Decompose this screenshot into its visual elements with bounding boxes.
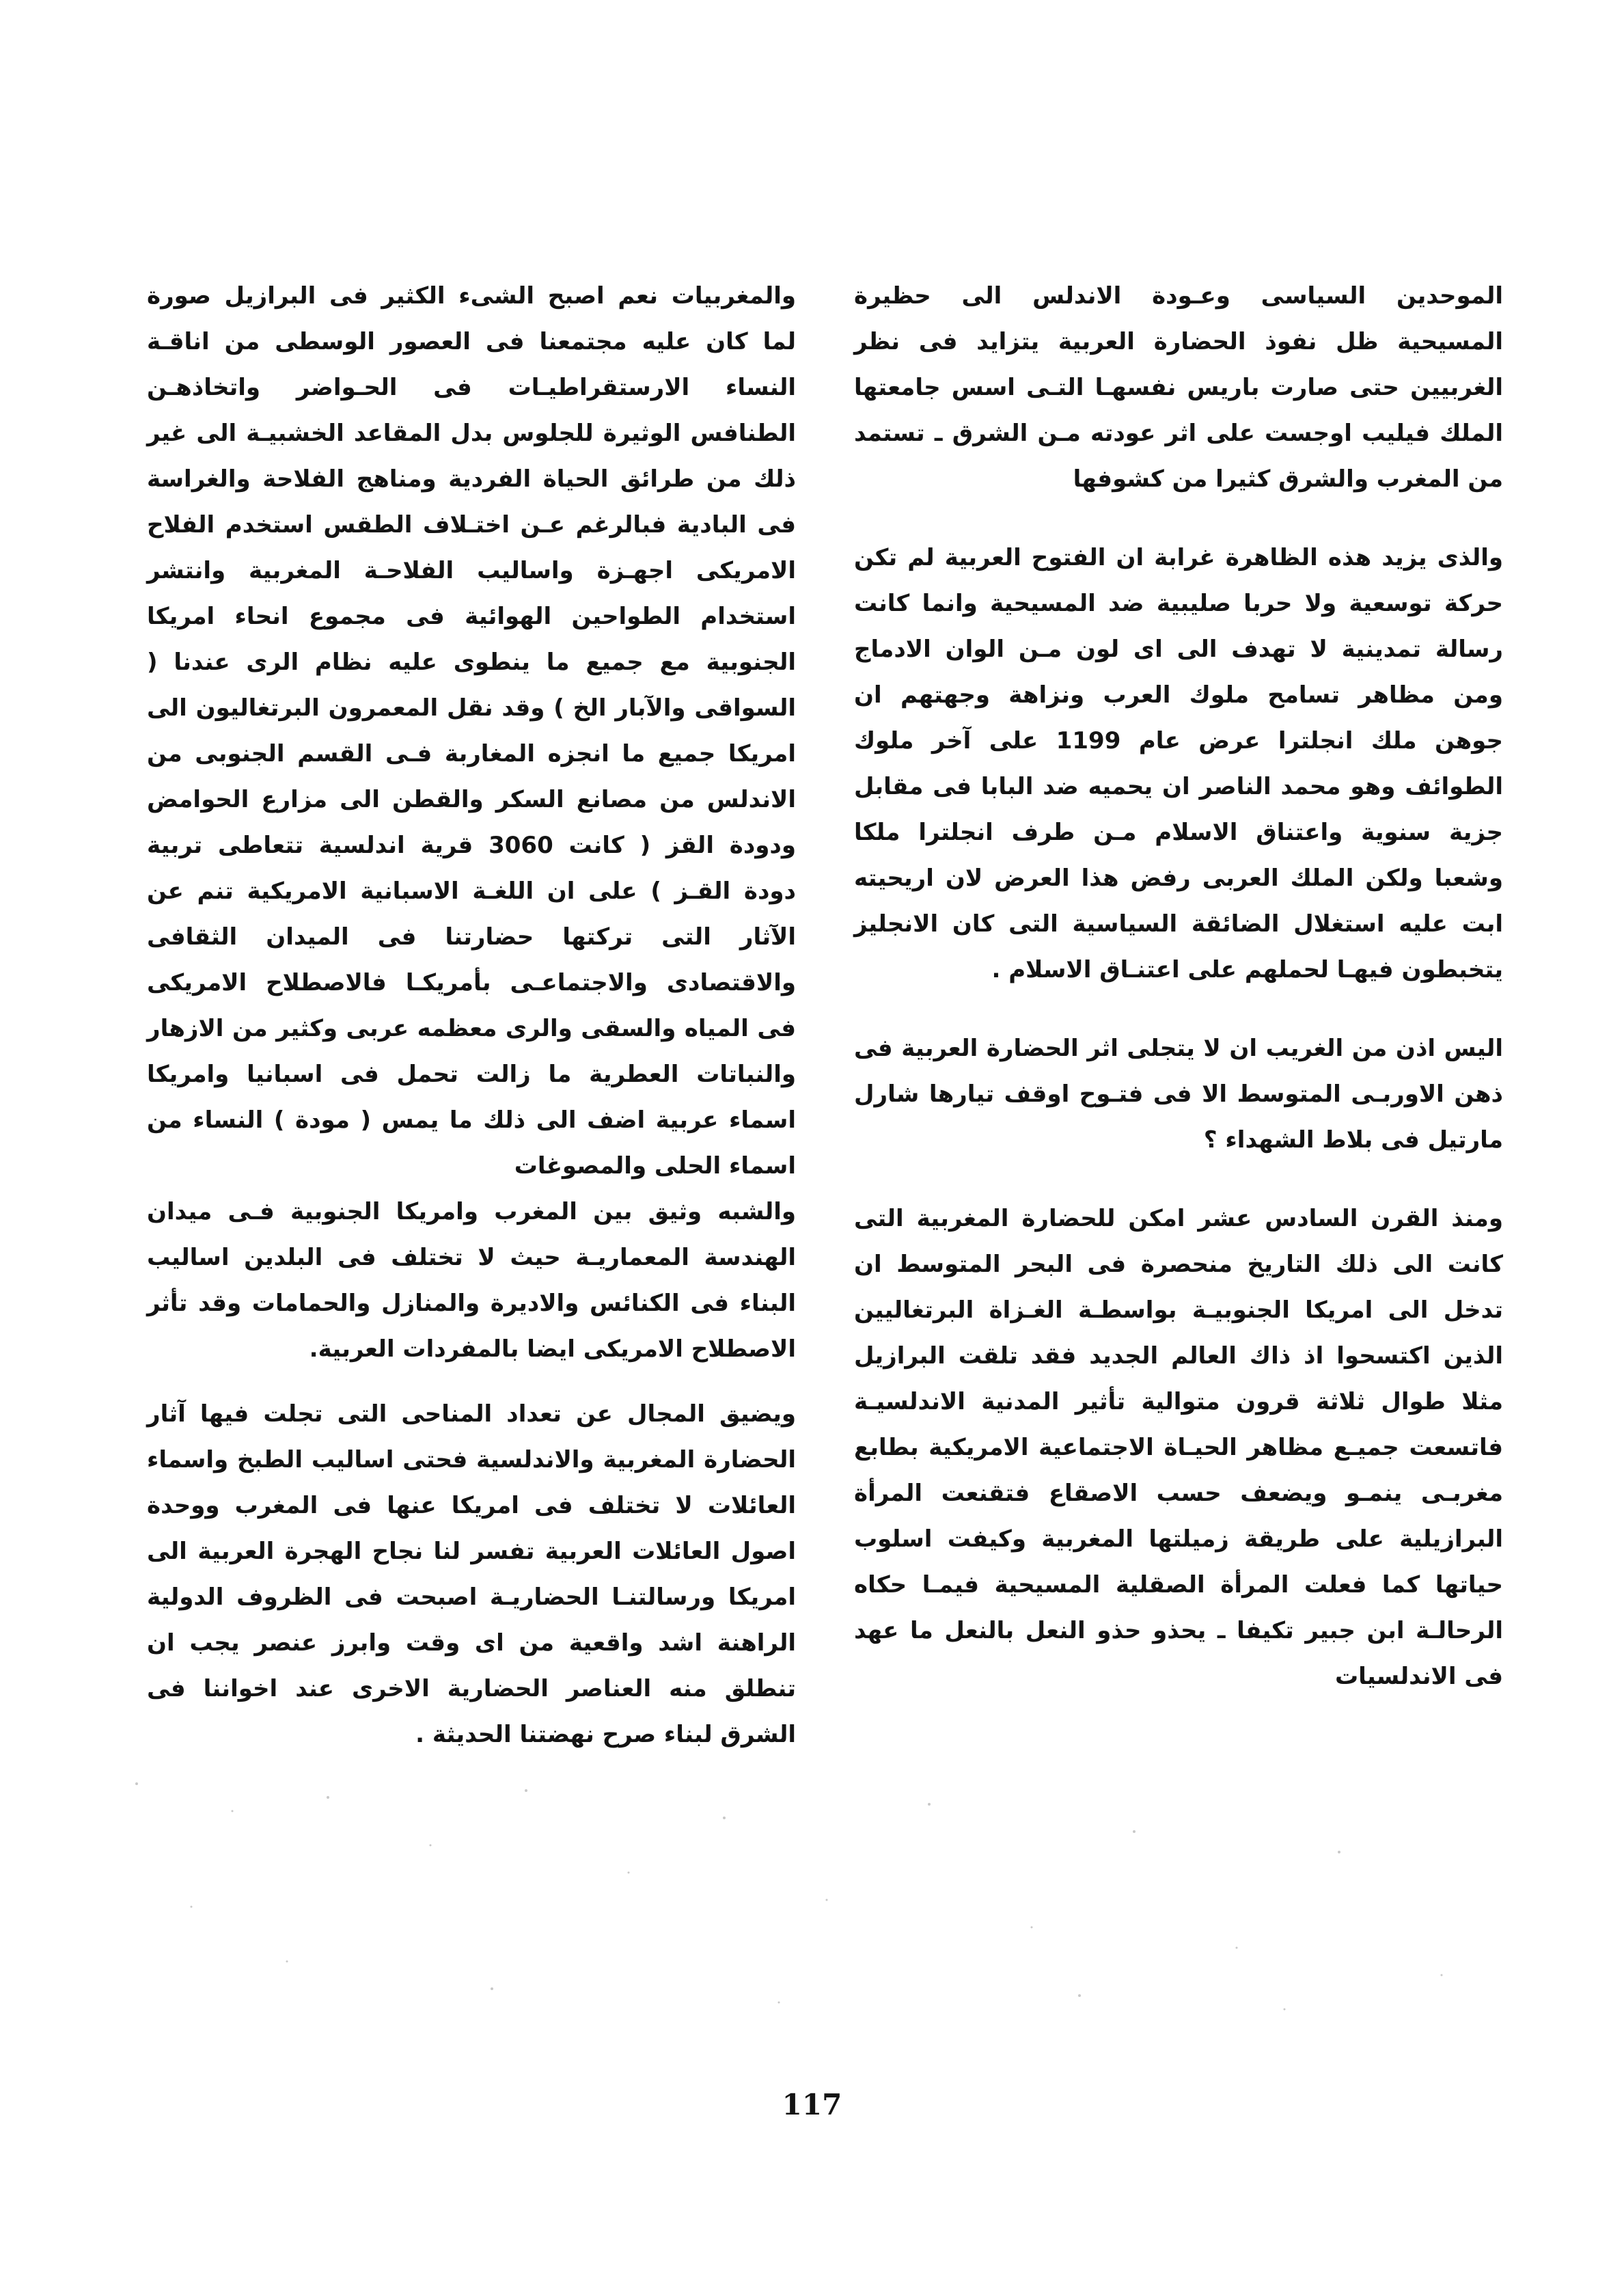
paragraph: والشبه وثيق بين المغرب وامريكا الجنوبية فـى ميدان الهندسة المعماريـة حيث لا تختلف فى البلدين اساليب البناء فى الكنائس والاديرة والمنازل والحمامات وقد تأثر الاصطلاح الامريكى ايضا بالمفردات العربية. [147, 1198, 796, 1363]
left-text-column [147, 273, 796, 1758]
scan-noise [109, 1770, 1510, 2030]
paragraph: والمغربيات نعم اصبح الشىء الكثير فى البرازيل صورة لما كان عليه مجتمعنا فى العصور الوسطى من اناقـة النساء الارستقراطيـات فى الحـواضر واتخاذهـن الطنافس الوثيرة للجلوس بدل المقاعد الخشبيـة الى غير ذلك من طرائق الحياة الفردية ومناهج الفلاحة والغراسة فى البادية فبالرغم عـن اختـلاف الطقس استخدم الفلاح الامريكى اجهـزة واساليب الفلاحـة المغربية وانتشر استخدام الطواحين الهوائية فى مجموع انحاء امريكا الجنوبية مع جميع ما ينطوى عليه نظام الرى عندنا ( السواقى والآبار الخ ) وقد نقل المعمرون البرتغاليون الى امريكا جميع ما انجزه المغاربة فـى القسم الجنوبى من الاندلس من مصانع السكر والقطن الى مزارع الحوامض ودودة القز ( كانت 3060 قرية اندلسية تتعاطى تربية دودة القـز ) على ان اللغـة الاسبانية الامريكية تنم عن الآثار التى تركتها حضارتنا فى الميدان الثقافى والاقتصادى والاجتماعـى بأمريكـا فالاصطلاح الامريكى فى المياه والسقى والرى معظمه عربى وكثير من الازهار والنباتات العطرية ما زالت تحمل فى اسبانيا وامريكا اسماء عربية اضف الى ذلك ما يمس ( مودة ) النساء من اسماء الحلى والمصوغات [147, 282, 797, 1180]
paragraph: ويضيق المجال عن تعداد المناحى التى تجلت فيها آثار الحضارة المغربية والاندلسية فحتى اساليب الطبخ واسماء العائلات لا تختلف فى امريكا عنها فى المغرب ووحدة اصول العائلات العربية تفسر لنا نجاح الهجرة العربية الى امريكا ورسالتنـا الحضاريـة اصبحت فى الظروف الدولية الراهنة اشد واقعية من اى وقت وابرز عنصر يجب ان تنطلق منه العناصر الحضارية الاخرى عند اخواننا فى الشرق لبناء صرح نهضتنا الحديثة . [147, 1400, 796, 1748]
paragraph: ومنذ القرن السادس عشر امكن للحضارة المغربية التى كانت الى ذلك التاريخ منحصرة فى البحر المتوسط ان تدخل الى امريكا الجنوبيـة بواسطـة الغـزاة البرتغاليين الذين اكتسحوا اذ ذاك العالم الجديد فقد تلقت البرازيل مثلا طوال ثلاثة قرون متوالية تأثير المدنية الاندلسيـة فاتسعت جميـع مظاهر الحيـاة الاجتماعية الامريكية بطابع مغربـى ينمـو ويضعف حسب الاصقاع فتقنعت المرأة البرازيلية على طريقة زميلتها المغربية وكيفت اسلوب حياتها كما فعلت المرأة الصقلية المسيحية فيمـا حكاه الرحالـة ابن جبير تكيفا ـ يحذو حذو النعل بالنعل ما عهد فى الاندلسيات [854, 1205, 1503, 1690]
right-text-column [854, 273, 1503, 1700]
paragraph: اليس اذن من الغريب ان لا يتجلى اثر الحضارة العربية فى ذهن الاوربـى المتوسط الا فى فتـوح اوقف تيارها شارل مارتيل فى بلاط الشهداء ؟ [854, 1035, 1503, 1154]
page-number: 117 [782, 2088, 842, 2121]
paragraph: الموحدين السياسى وعـودة الاندلس الى حظيرة المسيحية ظل نفوذ الحضارة العربية يتزايد فى نظر الغربيين حتى صارت باريس نفسهـا التـى اسس جامعتها الملك فيليب اوجست على اثر عودته مـن الشرق ـ تستمد من المغرب والشرق كثيرا من كشوفها [854, 282, 1503, 493]
paragraph: والذى يزيد هذه الظاهرة غرابة ان الفتوح العربية لم تكن حركة توسعية ولا حربا صليبية ضد المسيحية وانما كانت رسالة تمدينية لا تهدف الى اى لون مـن الوان الادماج ومن مظاهر تسامح ملوك العرب ونزاهة وجهتهم ان جوهن ملك انجلترا عرض عام 1199 على آخر ملوك الطوائف وهو محمد الناصر ان يحميه ضد البابا فى مقابل جزية سنوية واعتناق الاسلام مـن طرف انجلترا ملكا وشعبا ولكن الملك العربى رفض هذا العرض لان اريحيته ابت عليه استغلال الضائقة السياسية التى كان الانجليز يتخبطون فيهـا لحملهم على اعتنـاق الاسلام . [854, 544, 1503, 983]
